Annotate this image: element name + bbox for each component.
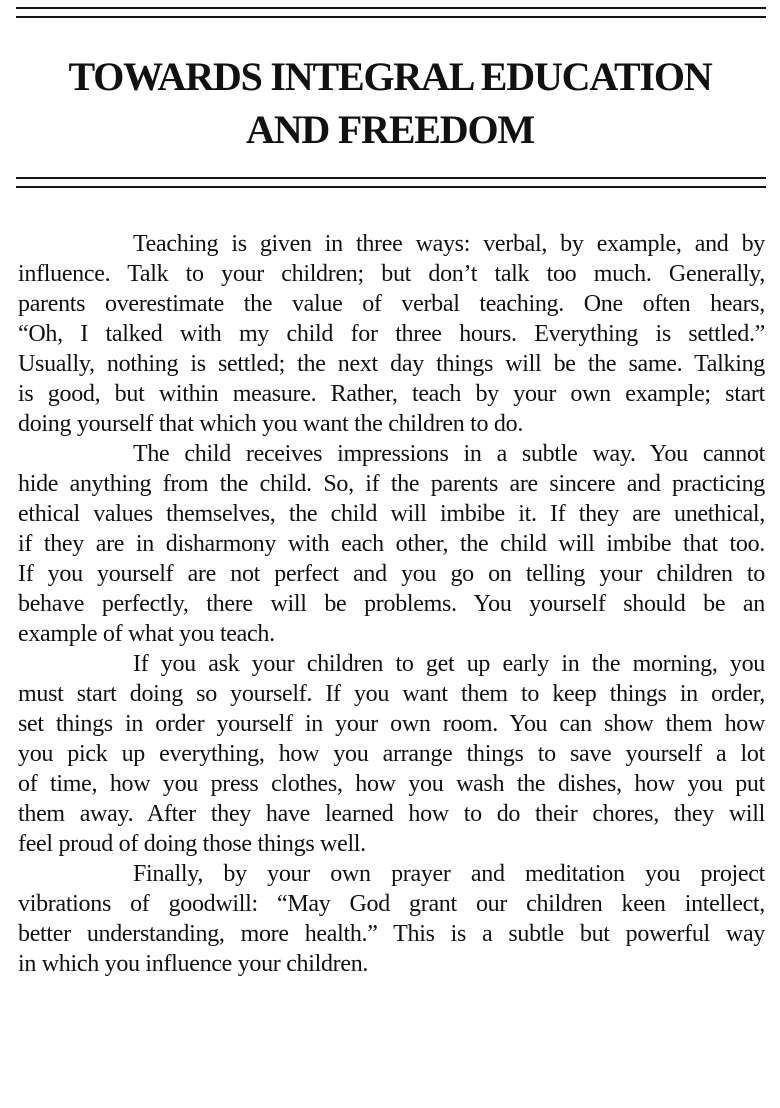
- text-line-content: must start doing so yourself. If you want them to keep things in order,: [18, 681, 765, 707]
- text-line: [18, 889, 765, 919]
- text-line-content: behave perfectly, there will be problems. You yourself should be an: [18, 591, 765, 617]
- text-line: [18, 229, 765, 259]
- text-line: [18, 829, 765, 859]
- text-line: [18, 259, 765, 289]
- text-line: [18, 709, 765, 739]
- text-line: [18, 649, 765, 679]
- text-line-content: Usually, nothing is settled; the next day things will be the same. Talking: [18, 351, 765, 377]
- text-line-content: parents overestimate the value of verbal teaching. One often hears,: [18, 291, 765, 317]
- text-line: [18, 799, 765, 829]
- bottom-rule-lower: [16, 186, 766, 188]
- paragraph: [18, 229, 765, 439]
- text-line-content: feel proud of doing those things well.: [18, 831, 366, 857]
- text-line: [18, 739, 765, 769]
- text-line: [18, 919, 765, 949]
- bottom-rule-upper: [16, 177, 766, 179]
- text-line-content: influence. Talk to your children; but don’t talk too much. Generally,: [18, 261, 765, 287]
- paragraph: [18, 859, 765, 979]
- text-line: [18, 679, 765, 709]
- text-line-content: in which you influence your children.: [18, 951, 369, 977]
- paragraph: [18, 649, 765, 859]
- text-line: [18, 499, 765, 529]
- text-line: [18, 319, 765, 349]
- text-line-content: “Oh, I talked with my child for three hours. Everything is settled.”: [18, 321, 765, 347]
- text-line-content: you pick up everything, how you arrange things to save yourself a lot: [18, 741, 765, 767]
- text-line-content: example of what you teach.: [18, 621, 275, 647]
- text-line-content: vibrations of goodwill: “May God grant our children keen intellect,: [18, 891, 765, 917]
- text-line-content: If you yourself are not perfect and you go on telling your children to: [18, 561, 765, 587]
- text-line-content: Finally, by your own prayer and meditation you project: [133, 861, 765, 887]
- text-line-content: them away. After they have learned how to do their chores, they will: [18, 801, 765, 827]
- text-line: [18, 409, 765, 439]
- text-line-content: set things in order yourself in your own room. You can show them how: [18, 711, 765, 737]
- text-line-content: If you ask your children to get up early in the morning, you: [133, 651, 765, 677]
- text-line-content: doing yourself that which you want the children to do.: [18, 411, 524, 437]
- text-line-content: of time, how you press clothes, how you wash the dishes, how you put: [18, 771, 765, 797]
- text-line-content: ethical values themselves, the child will imbibe it. If they are unethical,: [18, 501, 765, 527]
- text-line-content: hide anything from the child. So, if the parents are sincere and practicing: [18, 471, 765, 497]
- text-line: [18, 439, 765, 469]
- text-line-content: is good, but within measure. Rather, teach by your own example; start: [18, 381, 765, 407]
- text-line-content: if they are in disharmony with each other, the child will imbibe that too.: [18, 531, 765, 557]
- text-line: [18, 769, 765, 799]
- chapter-title-line-2: AND FREEDOM: [246, 107, 534, 152]
- text-line: [18, 349, 765, 379]
- text-line: [18, 469, 765, 499]
- text-line: [18, 289, 765, 319]
- paragraph: [18, 439, 765, 649]
- text-line-content: The child receives impressions in a subtle way. You cannot: [133, 441, 765, 467]
- text-line: [18, 379, 765, 409]
- text-line: [18, 589, 765, 619]
- top-rule-upper: [16, 7, 766, 9]
- text-line-content: better understanding, more health.” This is a subtle but powerful way: [18, 921, 765, 947]
- text-line-content: Teaching is given in three ways: verbal, by example, and by: [133, 231, 765, 257]
- chapter-title-line-1: TOWARDS INTEGRAL EDUCATION: [68, 54, 712, 99]
- text-line: [18, 559, 765, 589]
- text-line: [18, 949, 765, 979]
- body-text: [18, 229, 765, 979]
- text-line: [18, 529, 765, 559]
- text-line: [18, 859, 765, 889]
- text-line: [18, 619, 765, 649]
- top-rule-lower: [16, 16, 766, 18]
